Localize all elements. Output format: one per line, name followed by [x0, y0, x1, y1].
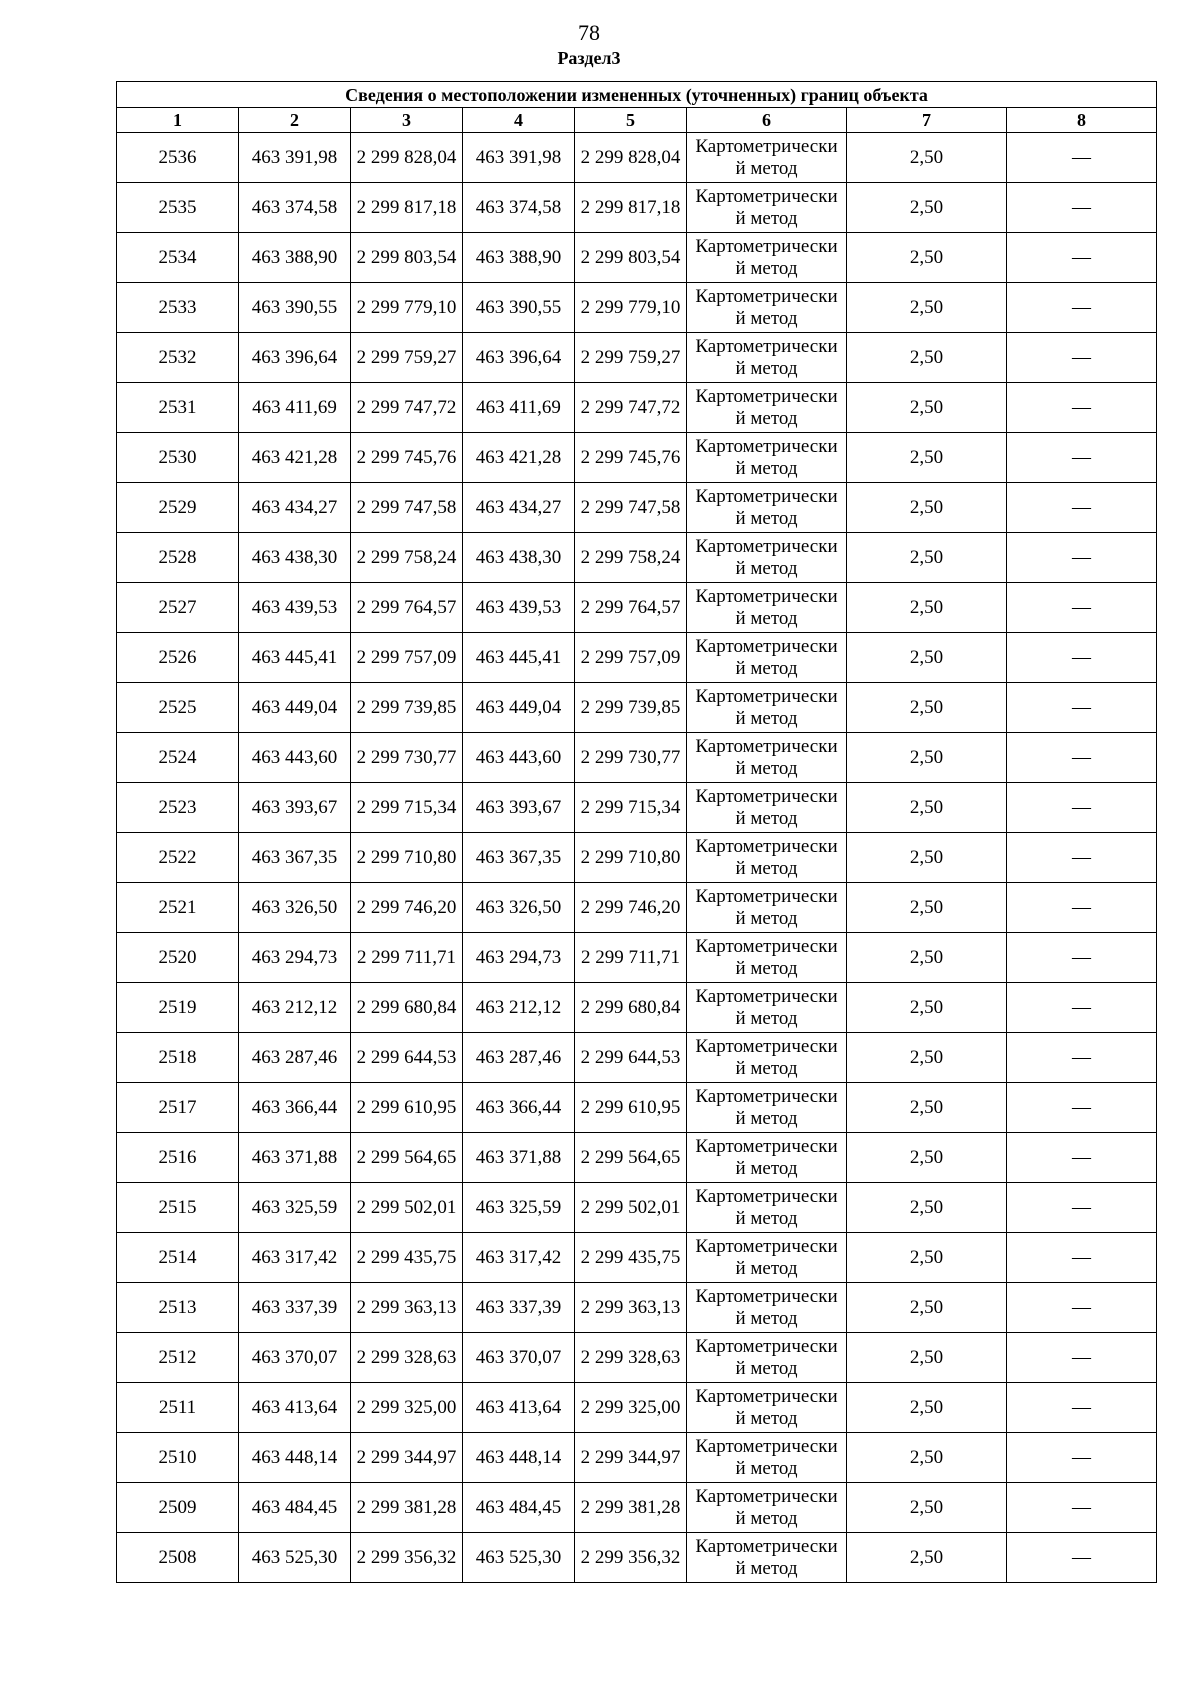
y-new-cell: 2 299 817,18: [575, 183, 687, 233]
point-number-cell: 2522: [117, 833, 239, 883]
note-cell: —: [1007, 1233, 1157, 1283]
table-row: [117, 1283, 1157, 1333]
y-old-cell: 2 299 758,24: [351, 533, 463, 583]
y-new-cell: 2 299 828,04: [575, 133, 687, 183]
x-old-cell: 463 370,07: [239, 1333, 351, 1383]
method-cell: Картометрически й метод: [687, 1083, 847, 1133]
x-old-cell: 463 366,44: [239, 1083, 351, 1133]
y-old-cell: 2 299 759,27: [351, 333, 463, 383]
table-row: [117, 1333, 1157, 1383]
x-new-cell: 463 326,50: [463, 883, 575, 933]
accuracy-cell: 2,50: [847, 133, 1007, 183]
note-cell: —: [1007, 1383, 1157, 1433]
y-old-cell: 2 299 680,84: [351, 983, 463, 1033]
column-number-2: 2: [239, 108, 351, 133]
x-new-cell: 463 413,64: [463, 1383, 575, 1433]
note-cell: —: [1007, 1183, 1157, 1233]
y-new-cell: 2 299 644,53: [575, 1033, 687, 1083]
note-cell: —: [1007, 383, 1157, 433]
x-new-cell: 463 443,60: [463, 733, 575, 783]
accuracy-cell: 2,50: [847, 683, 1007, 733]
point-number-cell: 2517: [117, 1083, 239, 1133]
x-old-cell: 463 484,45: [239, 1483, 351, 1533]
accuracy-cell: 2,50: [847, 1033, 1007, 1083]
table-row: [117, 1133, 1157, 1183]
table-row: [117, 283, 1157, 333]
y-new-cell: 2 299 344,97: [575, 1433, 687, 1483]
x-new-cell: 463 325,59: [463, 1183, 575, 1233]
accuracy-cell: 2,50: [847, 633, 1007, 683]
accuracy-cell: 2,50: [847, 183, 1007, 233]
y-old-cell: 2 299 779,10: [351, 283, 463, 333]
table-caption: Сведения о местоположении измененных (уточненных) границ объекта: [117, 82, 1157, 108]
y-new-cell: 2 299 759,27: [575, 333, 687, 383]
accuracy-cell: 2,50: [847, 1183, 1007, 1233]
table-row: [117, 1383, 1157, 1433]
x-old-cell: 463 287,46: [239, 1033, 351, 1083]
method-cell: Картометрически й метод: [687, 483, 847, 533]
y-old-cell: 2 299 363,13: [351, 1283, 463, 1333]
note-cell: —: [1007, 283, 1157, 333]
note-cell: —: [1007, 1433, 1157, 1483]
method-cell: Картометрически й метод: [687, 783, 847, 833]
x-new-cell: 463 337,39: [463, 1283, 575, 1333]
table-row: [117, 633, 1157, 683]
point-number-cell: 2531: [117, 383, 239, 433]
x-old-cell: 463 337,39: [239, 1283, 351, 1333]
accuracy-cell: 2,50: [847, 783, 1007, 833]
table-row: [117, 883, 1157, 933]
y-old-cell: 2 299 610,95: [351, 1083, 463, 1133]
method-cell: Картометрически й метод: [687, 1233, 847, 1283]
note-cell: —: [1007, 933, 1157, 983]
y-old-cell: 2 299 502,01: [351, 1183, 463, 1233]
x-old-cell: 463 434,27: [239, 483, 351, 533]
table-row: [117, 1433, 1157, 1483]
note-cell: —: [1007, 533, 1157, 583]
y-new-cell: 2 299 564,65: [575, 1133, 687, 1183]
x-new-cell: 463 439,53: [463, 583, 575, 633]
x-old-cell: 463 445,41: [239, 633, 351, 683]
y-new-cell: 2 299 803,54: [575, 233, 687, 283]
y-new-cell: 2 299 746,20: [575, 883, 687, 933]
point-number-cell: 2511: [117, 1383, 239, 1433]
method-cell: Картометрически й метод: [687, 1333, 847, 1383]
table-row: [117, 133, 1157, 183]
method-cell: Картометрически й метод: [687, 283, 847, 333]
point-number-cell: 2524: [117, 733, 239, 783]
x-new-cell: 463 438,30: [463, 533, 575, 583]
note-cell: —: [1007, 183, 1157, 233]
method-cell: Картометрически й метод: [687, 233, 847, 283]
table-caption-row: [117, 82, 1157, 108]
method-cell: Картометрически й метод: [687, 883, 847, 933]
x-old-cell: 463 411,69: [239, 383, 351, 433]
x-old-cell: 463 393,67: [239, 783, 351, 833]
y-new-cell: 2 299 610,95: [575, 1083, 687, 1133]
accuracy-cell: 2,50: [847, 433, 1007, 483]
note-cell: —: [1007, 233, 1157, 283]
method-cell: Картометрически й метод: [687, 733, 847, 783]
point-number-cell: 2528: [117, 533, 239, 583]
x-old-cell: 463 390,55: [239, 283, 351, 333]
column-number-7: 7: [847, 108, 1007, 133]
note-cell: —: [1007, 1483, 1157, 1533]
y-old-cell: 2 299 356,32: [351, 1533, 463, 1583]
accuracy-cell: 2,50: [847, 533, 1007, 583]
method-cell: Картометрически й метод: [687, 833, 847, 883]
table-row: [117, 383, 1157, 433]
accuracy-cell: 2,50: [847, 1433, 1007, 1483]
y-new-cell: 2 299 747,72: [575, 383, 687, 433]
y-new-cell: 2 299 757,09: [575, 633, 687, 683]
table-row: [117, 983, 1157, 1033]
x-new-cell: 463 448,14: [463, 1433, 575, 1483]
x-old-cell: 463 525,30: [239, 1533, 351, 1583]
y-new-cell: 2 299 325,00: [575, 1383, 687, 1433]
y-new-cell: 2 299 745,76: [575, 433, 687, 483]
accuracy-cell: 2,50: [847, 233, 1007, 283]
method-cell: Картометрически й метод: [687, 533, 847, 583]
accuracy-cell: 2,50: [847, 483, 1007, 533]
y-old-cell: 2 299 828,04: [351, 133, 463, 183]
note-cell: —: [1007, 783, 1157, 833]
y-new-cell: 2 299 328,63: [575, 1333, 687, 1383]
point-number-cell: 2527: [117, 583, 239, 633]
table-row: [117, 833, 1157, 883]
y-new-cell: 2 299 764,57: [575, 583, 687, 633]
method-cell: Картометрически й метод: [687, 583, 847, 633]
y-old-cell: 2 299 381,28: [351, 1483, 463, 1533]
accuracy-cell: 2,50: [847, 983, 1007, 1033]
method-cell: Картометрически й метод: [687, 1433, 847, 1483]
x-new-cell: 463 411,69: [463, 383, 575, 433]
x-new-cell: 463 390,55: [463, 283, 575, 333]
point-number-cell: 2510: [117, 1433, 239, 1483]
note-cell: —: [1007, 683, 1157, 733]
column-number-5: 5: [575, 108, 687, 133]
y-old-cell: 2 299 730,77: [351, 733, 463, 783]
y-old-cell: 2 299 739,85: [351, 683, 463, 733]
x-old-cell: 463 294,73: [239, 933, 351, 983]
accuracy-cell: 2,50: [847, 383, 1007, 433]
note-cell: —: [1007, 883, 1157, 933]
x-new-cell: 463 445,41: [463, 633, 575, 683]
point-number-cell: 2530: [117, 433, 239, 483]
point-number-cell: 2526: [117, 633, 239, 683]
note-cell: —: [1007, 1333, 1157, 1383]
column-number-4: 4: [463, 108, 575, 133]
point-number-cell: 2515: [117, 1183, 239, 1233]
table-row: [117, 1233, 1157, 1283]
column-number-3: 3: [351, 108, 463, 133]
x-new-cell: 463 396,64: [463, 333, 575, 383]
note-cell: —: [1007, 1133, 1157, 1183]
table-row: [117, 483, 1157, 533]
method-cell: Картометрически й метод: [687, 1283, 847, 1333]
table-row: [117, 433, 1157, 483]
method-cell: Картометрически й метод: [687, 933, 847, 983]
x-old-cell: 463 371,88: [239, 1133, 351, 1183]
x-old-cell: 463 367,35: [239, 833, 351, 883]
y-old-cell: 2 299 747,72: [351, 383, 463, 433]
y-new-cell: 2 299 356,32: [575, 1533, 687, 1583]
point-number-cell: 2520: [117, 933, 239, 983]
x-old-cell: 463 439,53: [239, 583, 351, 633]
note-cell: —: [1007, 733, 1157, 783]
y-old-cell: 2 299 710,80: [351, 833, 463, 883]
point-number-cell: 2535: [117, 183, 239, 233]
y-old-cell: 2 299 644,53: [351, 1033, 463, 1083]
accuracy-cell: 2,50: [847, 1533, 1007, 1583]
y-old-cell: 2 299 745,76: [351, 433, 463, 483]
x-old-cell: 463 326,50: [239, 883, 351, 933]
y-old-cell: 2 299 328,63: [351, 1333, 463, 1383]
note-cell: —: [1007, 633, 1157, 683]
note-cell: —: [1007, 1533, 1157, 1583]
note-cell: —: [1007, 983, 1157, 1033]
point-number-cell: 2525: [117, 683, 239, 733]
point-number-cell: 2533: [117, 283, 239, 333]
accuracy-cell: 2,50: [847, 833, 1007, 883]
y-new-cell: 2 299 715,34: [575, 783, 687, 833]
y-new-cell: 2 299 758,24: [575, 533, 687, 583]
point-number-cell: 2514: [117, 1233, 239, 1283]
accuracy-cell: 2,50: [847, 1133, 1007, 1183]
x-old-cell: 463 374,58: [239, 183, 351, 233]
column-number-6: 6: [687, 108, 847, 133]
x-old-cell: 463 449,04: [239, 683, 351, 733]
accuracy-cell: 2,50: [847, 1083, 1007, 1133]
point-number-cell: 2519: [117, 983, 239, 1033]
method-cell: Картометрически й метод: [687, 1383, 847, 1433]
method-cell: Картометрически й метод: [687, 183, 847, 233]
table-row: [117, 1533, 1157, 1583]
point-number-cell: 2523: [117, 783, 239, 833]
x-old-cell: 463 388,90: [239, 233, 351, 283]
point-number-cell: 2512: [117, 1333, 239, 1383]
method-cell: Картометрически й метод: [687, 683, 847, 733]
point-number-cell: 2509: [117, 1483, 239, 1533]
column-number-1: 1: [117, 108, 239, 133]
accuracy-cell: 2,50: [847, 733, 1007, 783]
x-new-cell: 463 374,58: [463, 183, 575, 233]
accuracy-cell: 2,50: [847, 583, 1007, 633]
point-number-cell: 2518: [117, 1033, 239, 1083]
note-cell: —: [1007, 1033, 1157, 1083]
point-number-cell: 2529: [117, 483, 239, 533]
table-row: [117, 1033, 1157, 1083]
accuracy-cell: 2,50: [847, 933, 1007, 983]
method-cell: Картометрически й метод: [687, 133, 847, 183]
x-new-cell: 463 317,42: [463, 1233, 575, 1283]
x-old-cell: 463 421,28: [239, 433, 351, 483]
column-number-row: [117, 108, 1157, 133]
table-row: [117, 683, 1157, 733]
y-old-cell: 2 299 715,34: [351, 783, 463, 833]
x-new-cell: 463 294,73: [463, 933, 575, 983]
y-old-cell: 2 299 711,71: [351, 933, 463, 983]
note-cell: —: [1007, 483, 1157, 533]
x-old-cell: 463 443,60: [239, 733, 351, 783]
table-row: [117, 1083, 1157, 1133]
note-cell: —: [1007, 433, 1157, 483]
x-old-cell: 463 325,59: [239, 1183, 351, 1233]
table-row: [117, 533, 1157, 583]
x-new-cell: 463 212,12: [463, 983, 575, 1033]
method-cell: Картометрически й метод: [687, 333, 847, 383]
note-cell: —: [1007, 833, 1157, 883]
y-new-cell: 2 299 502,01: [575, 1183, 687, 1233]
method-cell: Картометрически й метод: [687, 983, 847, 1033]
point-number-cell: 2516: [117, 1133, 239, 1183]
x-new-cell: 463 393,67: [463, 783, 575, 833]
y-new-cell: 2 299 680,84: [575, 983, 687, 1033]
note-cell: —: [1007, 333, 1157, 383]
table-row: [117, 1483, 1157, 1533]
table-row: [117, 1183, 1157, 1233]
x-old-cell: 463 396,64: [239, 333, 351, 383]
x-old-cell: 463 448,14: [239, 1433, 351, 1483]
x-new-cell: 463 525,30: [463, 1533, 575, 1583]
x-new-cell: 463 449,04: [463, 683, 575, 733]
accuracy-cell: 2,50: [847, 283, 1007, 333]
table-row: [117, 183, 1157, 233]
accuracy-cell: 2,50: [847, 1483, 1007, 1533]
point-number-cell: 2536: [117, 133, 239, 183]
y-old-cell: 2 299 325,00: [351, 1383, 463, 1433]
method-cell: Картометрически й метод: [687, 1033, 847, 1083]
x-new-cell: 463 367,35: [463, 833, 575, 883]
point-number-cell: 2508: [117, 1533, 239, 1583]
y-old-cell: 2 299 564,65: [351, 1133, 463, 1183]
y-old-cell: 2 299 344,97: [351, 1433, 463, 1483]
boundary-coordinates-table: [116, 81, 1157, 1583]
accuracy-cell: 2,50: [847, 1283, 1007, 1333]
y-new-cell: 2 299 779,10: [575, 283, 687, 333]
y-new-cell: 2 299 711,71: [575, 933, 687, 983]
table-row: [117, 733, 1157, 783]
method-cell: Картометрически й метод: [687, 383, 847, 433]
y-new-cell: 2 299 730,77: [575, 733, 687, 783]
y-old-cell: 2 299 757,09: [351, 633, 463, 683]
page-number: 78: [578, 20, 600, 45]
point-number-cell: 2521: [117, 883, 239, 933]
method-cell: Картометрически й метод: [687, 1183, 847, 1233]
y-old-cell: 2 299 764,57: [351, 583, 463, 633]
method-cell: Картометрически й метод: [687, 633, 847, 683]
x-new-cell: 463 434,27: [463, 483, 575, 533]
column-number-8: 8: [1007, 108, 1157, 133]
method-cell: Картометрически й метод: [687, 1483, 847, 1533]
x-new-cell: 463 388,90: [463, 233, 575, 283]
y-old-cell: 2 299 817,18: [351, 183, 463, 233]
x-old-cell: 463 212,12: [239, 983, 351, 1033]
accuracy-cell: 2,50: [847, 1233, 1007, 1283]
y-old-cell: 2 299 803,54: [351, 233, 463, 283]
x-new-cell: 463 421,28: [463, 433, 575, 483]
accuracy-cell: 2,50: [847, 333, 1007, 383]
x-new-cell: 463 371,88: [463, 1133, 575, 1183]
y-new-cell: 2 299 435,75: [575, 1233, 687, 1283]
x-new-cell: 463 370,07: [463, 1333, 575, 1383]
x-old-cell: 463 438,30: [239, 533, 351, 583]
point-number-cell: 2534: [117, 233, 239, 283]
y-old-cell: 2 299 746,20: [351, 883, 463, 933]
method-cell: Картометрически й метод: [687, 1533, 847, 1583]
point-number-cell: 2532: [117, 333, 239, 383]
y-new-cell: 2 299 739,85: [575, 683, 687, 733]
y-new-cell: 2 299 381,28: [575, 1483, 687, 1533]
table-row: [117, 233, 1157, 283]
x-new-cell: 463 391,98: [463, 133, 575, 183]
y-new-cell: 2 299 747,58: [575, 483, 687, 533]
y-new-cell: 2 299 363,13: [575, 1283, 687, 1333]
table-row: [117, 783, 1157, 833]
method-cell: Картометрически й метод: [687, 1133, 847, 1183]
section-title: Раздел3: [557, 48, 621, 68]
table-row: [117, 933, 1157, 983]
x-new-cell: 463 366,44: [463, 1083, 575, 1133]
point-number-cell: 2513: [117, 1283, 239, 1333]
note-cell: —: [1007, 583, 1157, 633]
x-old-cell: 463 317,42: [239, 1233, 351, 1283]
table-row: [117, 333, 1157, 383]
y-old-cell: 2 299 747,58: [351, 483, 463, 533]
y-new-cell: 2 299 710,80: [575, 833, 687, 883]
x-old-cell: 463 391,98: [239, 133, 351, 183]
x-new-cell: 463 484,45: [463, 1483, 575, 1533]
accuracy-cell: 2,50: [847, 883, 1007, 933]
note-cell: —: [1007, 133, 1157, 183]
y-old-cell: 2 299 435,75: [351, 1233, 463, 1283]
note-cell: —: [1007, 1283, 1157, 1333]
table-row: [117, 583, 1157, 633]
method-cell: Картометрически й метод: [687, 433, 847, 483]
x-old-cell: 463 413,64: [239, 1383, 351, 1433]
accuracy-cell: 2,50: [847, 1333, 1007, 1383]
x-new-cell: 463 287,46: [463, 1033, 575, 1083]
note-cell: —: [1007, 1083, 1157, 1133]
accuracy-cell: 2,50: [847, 1383, 1007, 1433]
